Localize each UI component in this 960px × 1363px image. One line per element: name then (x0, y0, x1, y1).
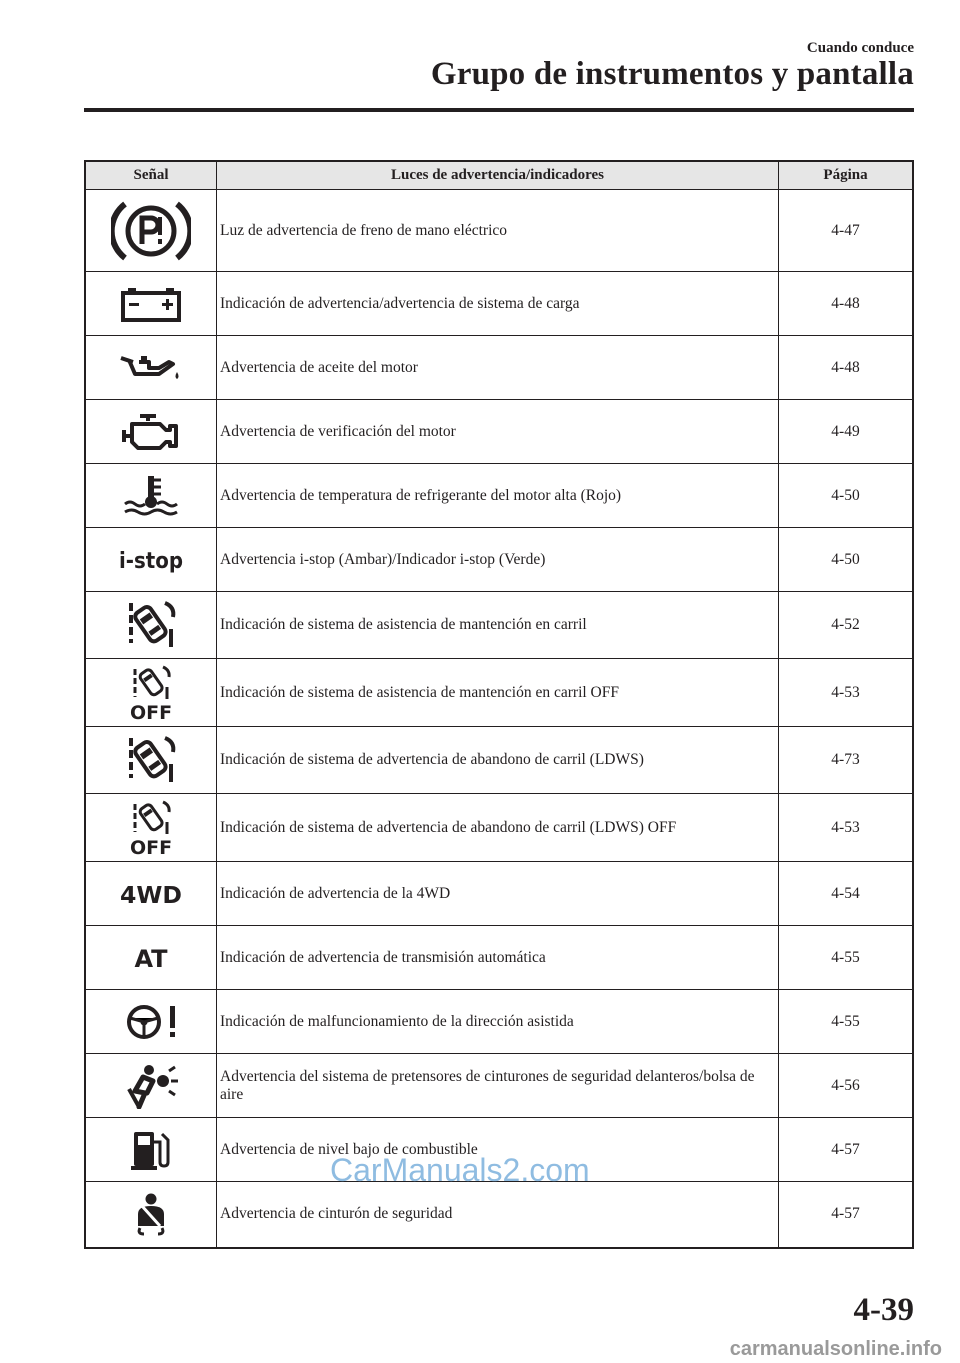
check-engine-icon (120, 412, 182, 452)
header-rule (84, 108, 914, 112)
table-row (85, 272, 913, 336)
4wd-icon-text: 4WD (120, 882, 182, 909)
table-row (85, 862, 913, 926)
row-description: Advertencia de temperatura de refrigerante del motor alta (Rojo) (217, 464, 779, 528)
at-icon-text: AT (134, 944, 168, 973)
table-row (85, 926, 913, 990)
row-page-link[interactable]: 4-55 (779, 926, 914, 990)
table-row (85, 727, 913, 794)
off-label-text: OFF (129, 701, 173, 721)
power-steering-icon (120, 1002, 182, 1042)
row-page-link[interactable]: 4-50 (779, 528, 914, 592)
row-description: Indicación de advertencia de la 4WD (217, 862, 779, 926)
airbag-pretensioner-icon (121, 1063, 181, 1109)
row-page-link[interactable]: 4-54 (779, 862, 914, 926)
row-page-link[interactable]: 4-73 (779, 727, 914, 794)
row-page-link[interactable]: 4-57 (779, 1118, 914, 1182)
row-description: Advertencia de nivel bajo de combustible (217, 1118, 779, 1182)
parking-brake-warning-icon (111, 198, 191, 264)
seat-belt-icon (126, 1192, 176, 1236)
table-row (85, 1054, 913, 1118)
table-row (85, 592, 913, 659)
row-description: Advertencia del sistema de pretensores de cinturones de seguridad delanteros/bolsa de aire (217, 1054, 779, 1118)
row-page-link[interactable]: 4-50 (779, 464, 914, 528)
row-description: Indicación de sistema de advertencia de abandono de carril (LDWS) (217, 727, 779, 794)
row-page-link[interactable]: 4-55 (779, 990, 914, 1054)
page-title: Grupo de instrumentos y pantalla (430, 56, 914, 92)
row-description: Indicación de sistema de asistencia de mantención en carril (217, 592, 779, 659)
page-number: 4-39 (853, 1292, 914, 1328)
table-row (85, 190, 913, 272)
table-row (85, 1182, 913, 1248)
coolant-temperature-icon (121, 474, 181, 518)
table-header-row (85, 161, 913, 190)
i-stop-icon (116, 540, 186, 580)
table-row (85, 400, 913, 464)
row-description: Indicación de malfuncionamiento de la dirección asistida (217, 990, 779, 1054)
footer-watermark: carmanualsonline.info (729, 1338, 942, 1360)
table-row (85, 464, 913, 528)
row-page-link[interactable]: 4-48 (779, 336, 914, 400)
row-description: Advertencia de cinturón de seguridad (217, 1182, 779, 1248)
table-row (85, 528, 913, 592)
automatic-transmission-icon (126, 942, 176, 974)
4wd-icon (116, 878, 186, 910)
row-page-link[interactable]: 4-52 (779, 592, 914, 659)
table-row (85, 794, 913, 862)
row-description: Advertencia de verificación del motor (217, 400, 779, 464)
i-stop-icon-text: i-stop (119, 548, 183, 574)
row-description: Indicación de advertencia de transmisión automática (217, 926, 779, 990)
lane-departure-warning-icon (121, 734, 181, 786)
table-row (85, 659, 913, 727)
row-description: Luz de advertencia de freno de mano eléctrico (217, 190, 779, 272)
row-page-link[interactable]: 4-53 (779, 659, 914, 727)
lane-keep-assist-off-icon (121, 665, 181, 721)
section-label: Cuando conduce (806, 40, 914, 56)
row-page-link[interactable]: 4-47 (779, 190, 914, 272)
row-description: Indicación de sistema de asistencia de mantención en carril OFF (217, 659, 779, 727)
table-row (85, 990, 913, 1054)
row-page-link[interactable]: 4-56 (779, 1054, 914, 1118)
battery-icon (120, 286, 182, 322)
row-page-link[interactable]: 4-48 (779, 272, 914, 336)
table-row (85, 336, 913, 400)
row-page-link[interactable]: 4-57 (779, 1182, 914, 1248)
column-header-page: Página (779, 161, 914, 190)
column-header-signal: Señal (85, 161, 217, 190)
row-description: Indicación de advertencia/advertencia de sistema de carga (217, 272, 779, 336)
row-description: Advertencia i-stop (Ambar)/Indicador i-stop (Verde) (217, 528, 779, 592)
oil-can-icon (119, 350, 183, 386)
row-page-link[interactable]: 4-53 (779, 794, 914, 862)
off-label-text: OFF (129, 836, 173, 856)
row-description: Advertencia de aceite del motor (217, 336, 779, 400)
low-fuel-icon (126, 1128, 176, 1172)
lane-keep-assist-icon (121, 599, 181, 651)
watermark: CarManuals2.com (330, 1152, 590, 1188)
column-header-lights: Luces de advertencia/indicadores (217, 161, 779, 190)
lane-departure-warning-off-icon (121, 800, 181, 856)
row-page-link[interactable]: 4-49 (779, 400, 914, 464)
row-description: Indicación de sistema de advertencia de abandono de carril (LDWS) OFF (217, 794, 779, 862)
warning-lights-table (84, 160, 914, 1249)
